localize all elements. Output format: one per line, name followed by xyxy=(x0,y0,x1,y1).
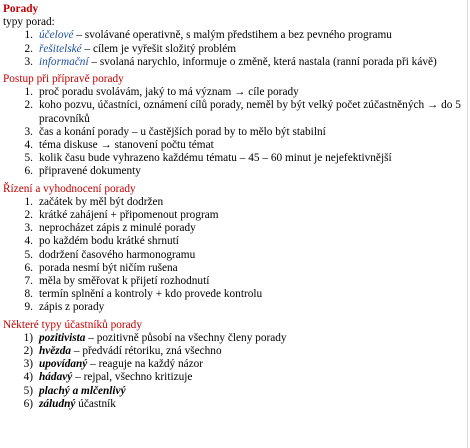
list-item xyxy=(3,56,470,69)
list-text: začátek by měl být dodržen xyxy=(39,195,164,208)
list-text: neprocházet zápis z minulé porady xyxy=(39,222,196,235)
list-item xyxy=(3,345,470,358)
list-item xyxy=(3,288,470,301)
participant-description: – rejpal, všechno kritizuje xyxy=(72,371,193,384)
list-number: 2) xyxy=(23,345,33,358)
participant-type: záludný xyxy=(39,397,76,410)
participant-type: pozitivista xyxy=(39,331,86,344)
list-item xyxy=(3,99,470,125)
list-number: 9. xyxy=(24,301,33,314)
list-item xyxy=(3,209,470,222)
list-number: 2. xyxy=(24,209,33,222)
participant-type: upovídaný xyxy=(39,358,88,371)
term-description: – svolaná narychlo, informuje o změně, která nastala (ranní porada při kávě) xyxy=(88,55,437,68)
list-item xyxy=(3,262,470,275)
participant-description: – předvádí rétoriku, zná všechno xyxy=(71,345,222,358)
heading-postup: Postup při přípravě porady xyxy=(3,73,124,86)
term-ucelove: účelové xyxy=(39,29,74,42)
list-item xyxy=(3,43,470,56)
list-item xyxy=(3,29,470,42)
subtitle-typy-porad: typy porad: xyxy=(3,16,55,29)
list-text: připravené dokumenty xyxy=(39,165,141,178)
term-resitelske: řešitelské xyxy=(39,42,82,55)
list-number: 6. xyxy=(24,165,33,178)
list-text xyxy=(39,345,470,358)
section-porady xyxy=(3,3,470,69)
term-description: – svolávané operativně, s malým předstihem a bez pevného programu xyxy=(73,29,392,42)
list-item xyxy=(3,249,470,262)
list-number: 3. xyxy=(24,222,33,235)
list-item xyxy=(3,398,470,411)
list-number: 1. xyxy=(24,195,33,208)
list-text: téma diskuse → stanovení počtu témat xyxy=(39,139,214,152)
list-number: 4. xyxy=(24,139,33,152)
list-number: 5. xyxy=(24,248,33,261)
participant-type: hádavý xyxy=(39,371,73,384)
participant-type: hvězda xyxy=(39,345,72,358)
participant-description: – pozitivně působí na všechny členy porady xyxy=(85,331,287,344)
section-ucastnici xyxy=(3,319,470,411)
list-item xyxy=(3,385,470,398)
list-typy-porad xyxy=(3,29,470,69)
list-text xyxy=(39,29,470,42)
list-item xyxy=(3,152,470,165)
list-number: 3) xyxy=(23,358,33,371)
list-number: 8. xyxy=(24,288,33,301)
list-rizeni xyxy=(3,196,470,315)
participant-description: účastník xyxy=(75,397,116,410)
list-number: 4. xyxy=(24,235,33,248)
list-text xyxy=(39,332,470,345)
list-text xyxy=(39,43,470,56)
list-number: 3. xyxy=(24,55,33,68)
list-number: 2. xyxy=(24,42,33,55)
list-text: kolik času bude vyhrazeno každému tématu – 45 – 60 minut je nejefektivnější xyxy=(39,152,392,165)
list-item xyxy=(3,126,470,139)
list-text: koho pozvu, účastníci, oznámení cílů porady, neměl by být velký počet zúčastněných → do 5 pracovníků xyxy=(39,99,461,125)
heading-ucastnici: Některé typy účastníků porady xyxy=(3,318,142,331)
list-text xyxy=(39,358,470,371)
heading-porady: Porady xyxy=(3,3,39,15)
list-number: 1) xyxy=(23,331,33,344)
list-text xyxy=(39,398,470,411)
section-rizeni xyxy=(3,183,470,315)
list-ucastnici xyxy=(3,332,470,411)
list-text: měla by směřovat k přijetí rozhodnutí xyxy=(39,275,210,288)
list-postup xyxy=(3,86,470,178)
list-number: 2. xyxy=(24,99,33,112)
list-item xyxy=(3,139,470,152)
list-text: termín splnění a kontroly + kdo provede kontrolu xyxy=(39,288,263,301)
list-number: 6. xyxy=(24,261,33,274)
list-number: 3. xyxy=(24,125,33,138)
list-text: zápis z porady xyxy=(39,301,105,314)
page-edge-divider xyxy=(467,0,468,448)
list-item xyxy=(3,301,470,314)
list-text: krátké zahájení + připomenout program xyxy=(39,209,219,222)
section-postup xyxy=(3,73,470,179)
list-item xyxy=(3,275,470,288)
list-text: po každém bodu krátké shrnutí xyxy=(39,235,179,248)
list-number: 1. xyxy=(24,29,33,42)
list-item xyxy=(3,165,470,178)
term-informacni: informační xyxy=(39,55,89,68)
list-number: 7. xyxy=(24,275,33,288)
list-text: dodržení časového harmonogramu xyxy=(39,248,196,261)
list-text: čas a konání porady – u častějších porad by to mělo být stabilní xyxy=(39,125,326,138)
heading-rizeni: Řízení a vyhodnocení porady xyxy=(3,182,136,195)
list-item xyxy=(3,371,470,384)
list-text: proč poradu svolávám, jaký to má význam → cíle porady xyxy=(39,86,299,99)
term-description: – cílem je vyřešit složitý problém xyxy=(81,42,237,55)
list-item xyxy=(3,222,470,235)
list-item xyxy=(3,358,470,371)
list-text xyxy=(39,56,470,69)
list-number: 4) xyxy=(23,371,33,384)
list-item xyxy=(3,86,470,99)
participant-type: plachý a mlčenlivý xyxy=(39,384,126,397)
list-item xyxy=(3,196,470,209)
participant-description: – reaguje na každý názor xyxy=(87,358,204,371)
list-number: 1. xyxy=(24,86,33,99)
list-text xyxy=(39,385,470,398)
list-text xyxy=(39,371,470,384)
list-number: 5. xyxy=(24,152,33,165)
list-number: 6) xyxy=(23,397,33,410)
list-text: porada nesmí být ničím rušena xyxy=(39,261,178,274)
list-number: 5) xyxy=(23,384,33,397)
list-item xyxy=(3,235,470,248)
list-item xyxy=(3,332,470,345)
